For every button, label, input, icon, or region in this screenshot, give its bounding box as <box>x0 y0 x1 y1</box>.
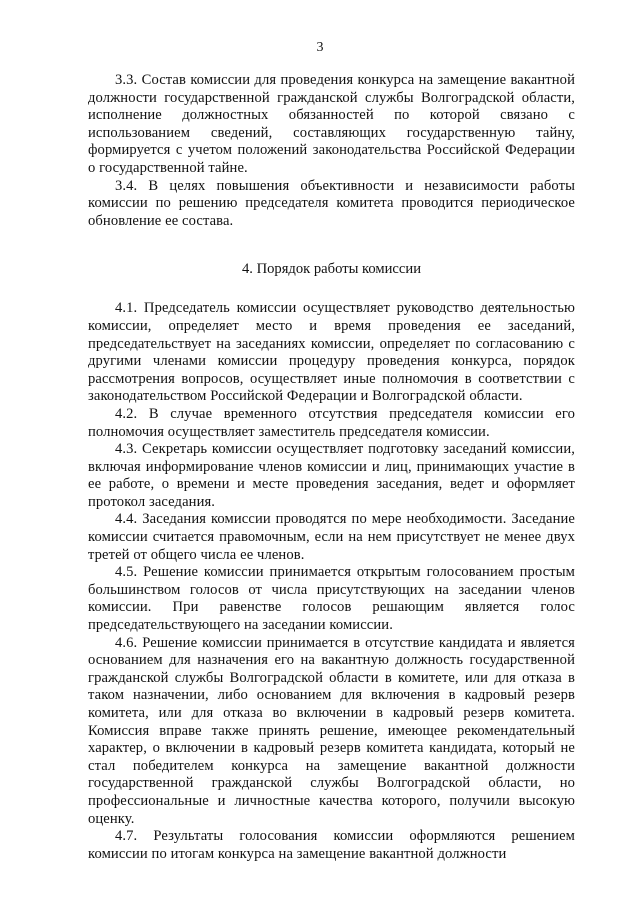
section-heading-4: 4. Порядок работы комиссии <box>241 261 422 278</box>
page-number: 3 <box>316 40 324 55</box>
paragraph-4-3: 4.3. Секретарь комиссии осуществляет подготовку заседаний комиссии, включая информирование членов комиссии и лиц, принимающих участие в ее работе, о времени и месте проведения заседания, ведет и оформляет протокол заседания. <box>88 441 575 510</box>
paragraph-3-4: 3.4. В целях повышения объективности и независимости работы комиссии по решению председателя комитета проводится периодическое обновление ее состава. <box>88 177 575 229</box>
paragraph-4-7: 4.7. Результаты голосования комиссии оформляются решением комиссии по итогам конкурса на замещение вакантной должности <box>88 828 575 862</box>
document-body <box>88 72 575 863</box>
paragraph-4-4: 4.4. Заседания комиссии проводятся по мере необходимости. Заседание комиссии считается правомочным, если на нем присутствует не менее двух третей от общего числа ее членов. <box>88 511 575 563</box>
paragraph-4-5: 4.5. Решение комиссии принимается открытым голосованием простым большинством голосов от числа присутствующих на заседании членов комиссии. При равенстве голосов решающим является голос председательствующего на заседании комиссии. <box>88 564 575 634</box>
paragraph-4-6: 4.6. Решение комиссии принимается в отсутствие кандидата и является основанием для назначения его на вакантную должность государственной гражданской службы Волгоградской области в комитете, или для отказа в таком назначении, либо основанием для включения в кадровый резерв комитета, или для отказа во включении в кадровый резерв комитета. Комиссия вправе также принять решение, имеющее рекомендательный характер, о включении в кадровый резерв комитета кандидата, который не стал победителем конкурса на замещение вакантной должности государственной гражданской службы Волгоградской области, но профессиональные и личностные качества которого, получили высокую оценку. <box>88 634 575 827</box>
paragraph-4-1: 4.1. Председатель комиссии осуществляет руководство деятельностью комиссии, определяет место и время проведения ее заседаний, председательствует на заседаниях комиссии, определяет по согласованию с другими членами комиссии процедуру проведения конкурса, порядок рассмотрения вопросов, осуществляет иные полномочия в соответствии с законодательством Российской Федерации и Волгоградской области. <box>88 300 575 405</box>
paragraph-4-2: 4.2. В случае временного отсутствия председателя комиссии его полномочия осуществляет заместитель председателя комиссии. <box>88 405 575 440</box>
paragraph-3-3: 3.3. Состав комиссии для проведения конкурса на замещение вакантной должности государственной гражданской службы Волгоградской области, исполнение должностных обязанностей по которой связано с использованием сведений, составляющих государственную тайну, формируется с учетом положений законодательства Российской Федерации о государственной тайне. <box>88 72 575 176</box>
